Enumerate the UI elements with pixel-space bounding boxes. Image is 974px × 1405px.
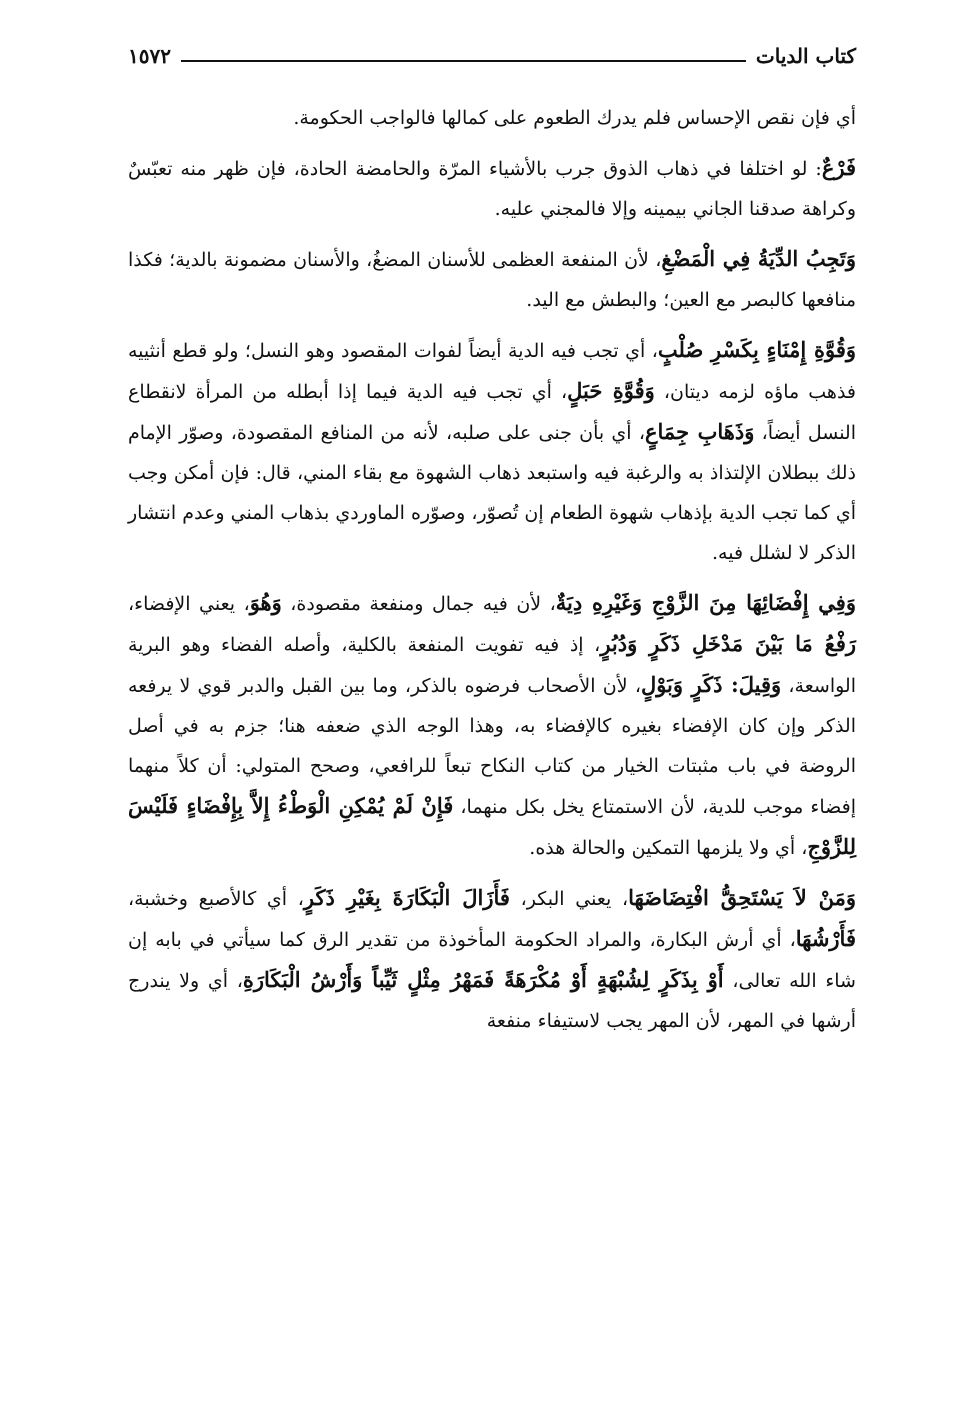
matn-text: وَفِي إِفْضَائِهَا مِنَ الزَّوْجِ وَغَيْرِهِ دِيَةٌ [555,590,856,615]
commentary-text: ، لأن الأصحاب فرضوه بالذكر، وما بين القبل والدبر قوي لا يرفعه الذكر وإن كان الإفضاء بغيره كالإفضاء به، وهذا الوجه الذي ضعفه هنا؛ جزم به في أصل الروضة في باب مثبتات الخيار من كتاب النكاح تبعاً للرافعي، وصحح المتولي: أن كلاً منهما إفضاء موجب للدية، لأن الاستمتاع يخل بكل منهما، [128,675,856,818]
matn-text: وَذَهَابِ جِمَاعٍ [645,419,755,444]
matn-text: فَإِنْ لَمْ يُمْكِنِ الْوَطْءُ إِلاَّ بِإِفْضَاءٍ فَلَيْسَ لِلزَّوْجِ [128,793,856,859]
commentary-text: ، إذ فيه تفويت المنفعة بالكلية، وأصله الفضاء وهو البرية الواسعة، [128,634,856,697]
running-header [128,30,856,70]
matn-text: فَأَزَالَ الْبَكَارَةَ بِغَيْرِ ذَكَرٍ [303,885,510,910]
commentary-text: أي فإن نقص الإحساس فلم يدرك الطعوم على كمالها فالواجب الحكومة. [293,107,856,129]
commentary-text: ، أي أرش البكارة، والمراد الحكومة المأخوذة من تقدير الرق كما سيأتي في بابه إن شاء الله تعالى، [128,929,856,992]
matn-text: رَفْعُ مَا بَيْنَ مَدْخَلِ ذَكَرٍ وَدُبُرٍ [600,631,856,656]
matn-text: وَهُوَ [249,590,282,615]
commentary-text: ، يعني البكر، [509,888,629,910]
matn-text: وَمَنْ لاَ يَسْتَحِقُّ افْتِضَاضَهَا [628,885,857,910]
commentary-text: : لو اختلفا في ذهاب الذوق جرب بالأشياء المرّة والحامضة الحادة، فإن ظهر منه تعبّسٌ وكراهة صدقنا الجاني بيمينه وإلا فالمجني عليه. [128,158,856,220]
commentary-text: ، لأن فيه جمال ومنفعة مقصودة، [281,593,556,615]
commentary-text: ، أي تجب فيه الدية فيما إذا أبطله من المرأة لانقطاع النسل أيضاً، [128,381,857,444]
commentary-text: ، أي ولا يندرج أرشها في المهر، لأن المهر يجب لاستيفاء منفعة [128,970,856,1032]
matn-text: وَقِيلَ: ذَكَرٍ وَبَوْلٍ [640,672,782,697]
paragraph [128,583,856,868]
matn-text: فَرْعٌ [821,155,856,180]
matn-text: وَقُوَّةِ إِمْنَاءٍ بِكَسْرِ صُلْبٍ [657,337,856,362]
commentary-text: ، يعني الإفضاء، [128,593,250,615]
commentary-text: ، أي تجب فيه الدية أيضاً لفوات المقصود وهو النسل؛ ولو قطع أنثييه فذهب ماؤه لزمه ديتان، [128,340,856,403]
chapter-title: كتاب الديات [755,44,856,68]
matn-text: وَتَجِبُ الدِّيَةُ فِي الْمَضْغِ [661,246,856,271]
matn-text: أَوْ بِذَكَرٍ لِشُبْهَةٍ أَوْ مُكْرَهَةً فَمَهْرُ مِثْلٍ ثَيِّباً وَأَرْشُ الْبَكَارَةِ [242,967,724,992]
matn-text: وَقُوَّةِ حَبَلٍ [567,378,655,403]
commentary-text: ، لأن المنفعة العظمى للأسنان المضغُ، والأسنان مضمونة بالدية؛ فكذا منافعها كالبصر مع العين؛ والبطش مع اليد. [128,249,856,311]
page-number: ١٥٧٢ [128,44,171,68]
paragraph [128,148,856,229]
commentary-text: ، أي كالأصبع وخشبة، [128,888,304,910]
body-text [128,98,856,1051]
commentary-text: ، أي ولا يلزمها التمكين والحالة هذه. [529,837,808,859]
paragraph [128,878,856,1041]
commentary-text: ، أي بأن جنى على صلبه، لأنه من المنافع المقصودة، وصوّر الإمام ذلك ببطلان الإلتذاذ به والرغبة فيه واستبعد ذهاب الشهوة مع بقاء المني، قال: فإن أمكن وجب أي كما تجب الدية بإذهاب شهوة الطعام إن تُصوّر، وصوّره الماوردي بذهاب المني وعدم انتشار الذكر لا لشلل فيه. [128,422,856,564]
paragraph [128,239,856,320]
paragraph [128,98,856,138]
header-rule [181,60,746,62]
matn-text: فَأَرْشُهَا [795,926,856,951]
paragraph [128,330,856,573]
